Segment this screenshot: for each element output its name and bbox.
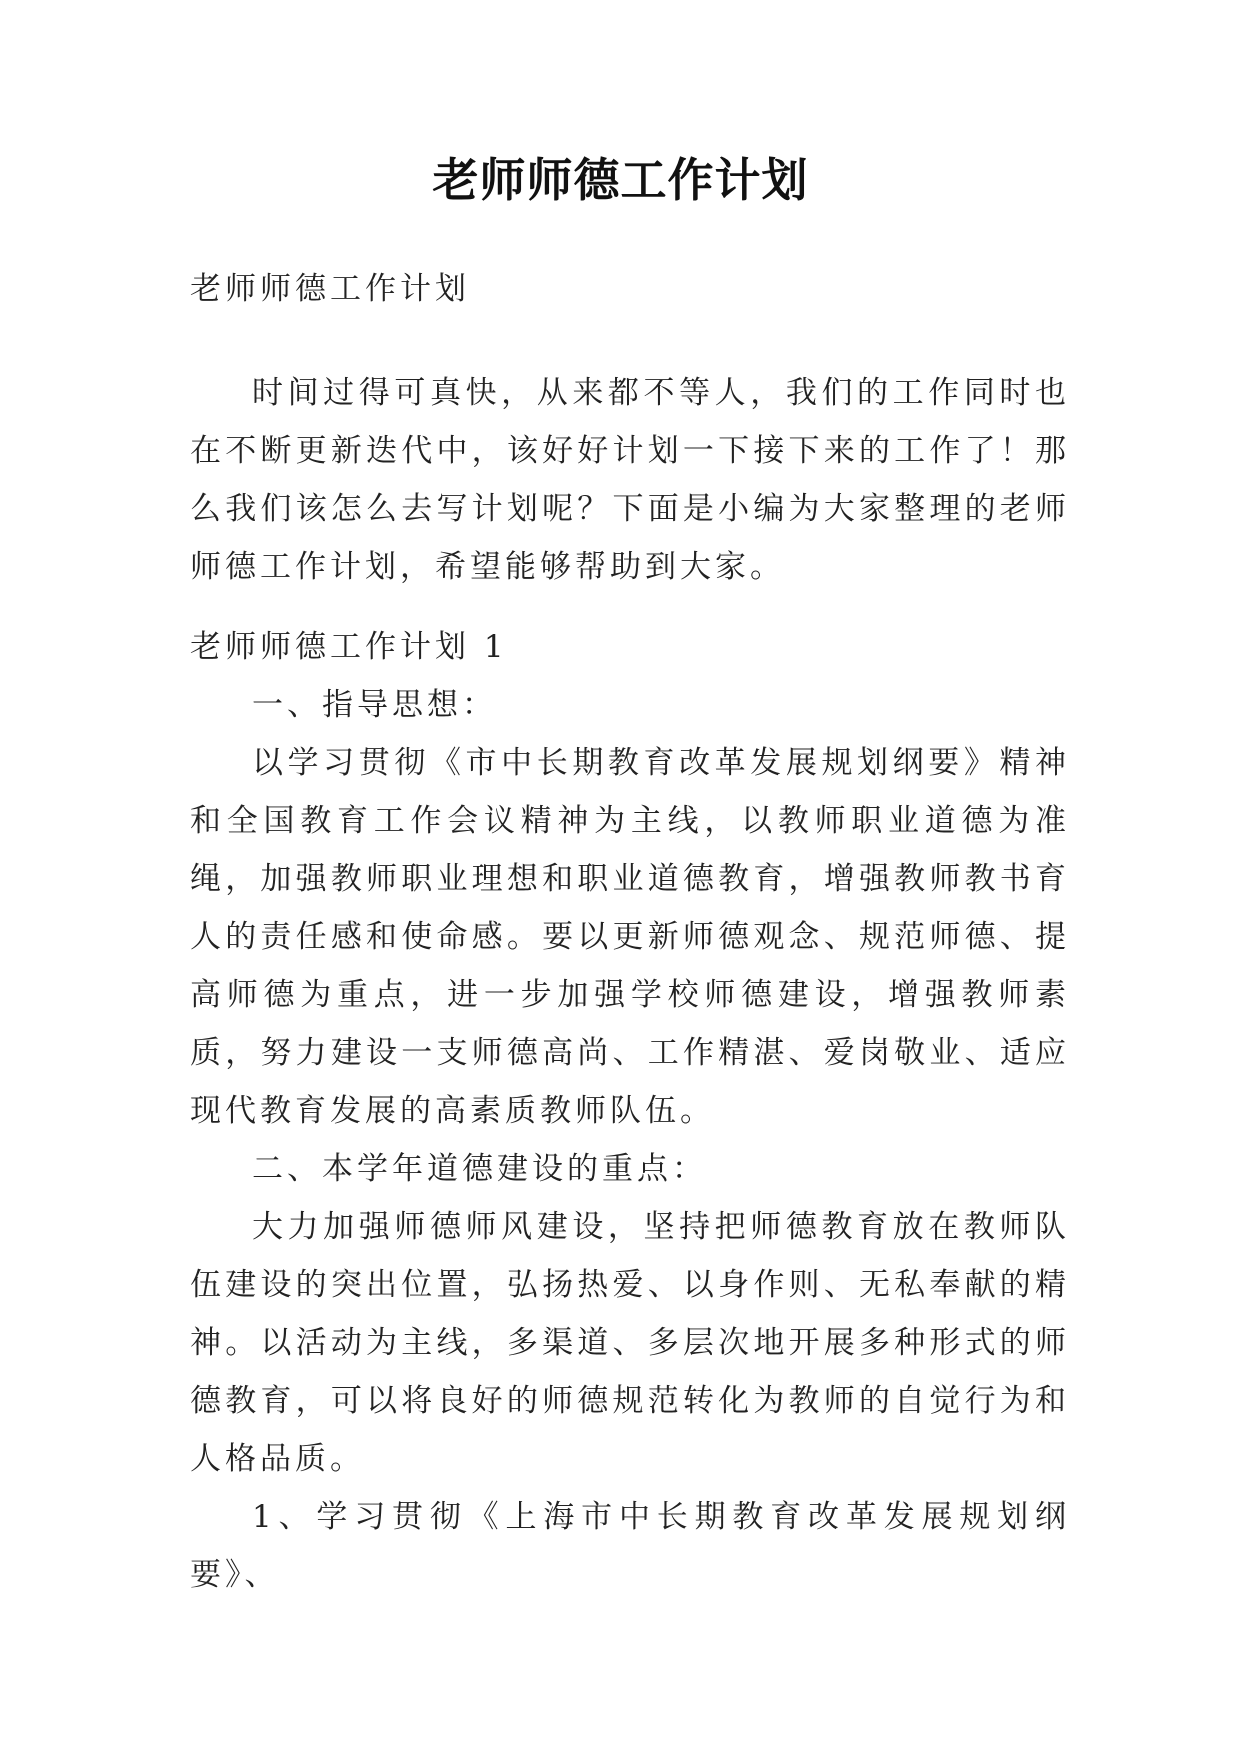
section-heading: 老师师德工作计划 1 [190,629,508,665]
intro-block [190,364,1070,596]
section-block [190,618,1070,1604]
list-item-1: 1、学习贯彻《上海市中长期教育改革发展规划纲要》、 [190,1499,1070,1593]
document-subtitle [190,260,1070,318]
intro-paragraph: 时间过得可真快，从来都不等人，我们的工作同时也在不断更新迭代中，该好好计划一下接下来的工作了！那么我们该怎么去写计划呢？下面是小编为大家整理的老师师德工作计划，希望能够帮助到大家。 [190,375,1070,585]
heading-guiding-ideology: 一、指导思想： [252,687,497,723]
subtitle-text: 老师师德工作计划 [190,271,470,307]
heading-key-points: 二、本学年道德建设的重点： [252,1151,707,1187]
paragraph-guiding-ideology: 以学习贯彻《市中长期教育改革发展规划纲要》精神和全国教育工作会议精神为主线，以教师职业道德为准绳，加强教师职业理想和职业道德教育，增强教师教书育人的责任感和使命感。要以更新师德观念、规范师德、提高师德为重点，进一步加强学校师德建设，增强教师素质，努力建设一支师德高尚、工作精湛、爱岗敬业、适应现代教育发展的高素质教师队伍。 [190,745,1070,1129]
document-title: 老师师德工作计划 [432,153,809,207]
paragraph-key-points: 大力加强师德师风建设，坚持把师德教育放在教师队伍建设的突出位置，弘扬热爱、以身作则、无私奉献的精神。以活动为主线，多渠道、多层次地开展多种形式的师德教育，可以将良好的师德规范转化为教师的自觉行为和人格品质。 [190,1209,1070,1477]
